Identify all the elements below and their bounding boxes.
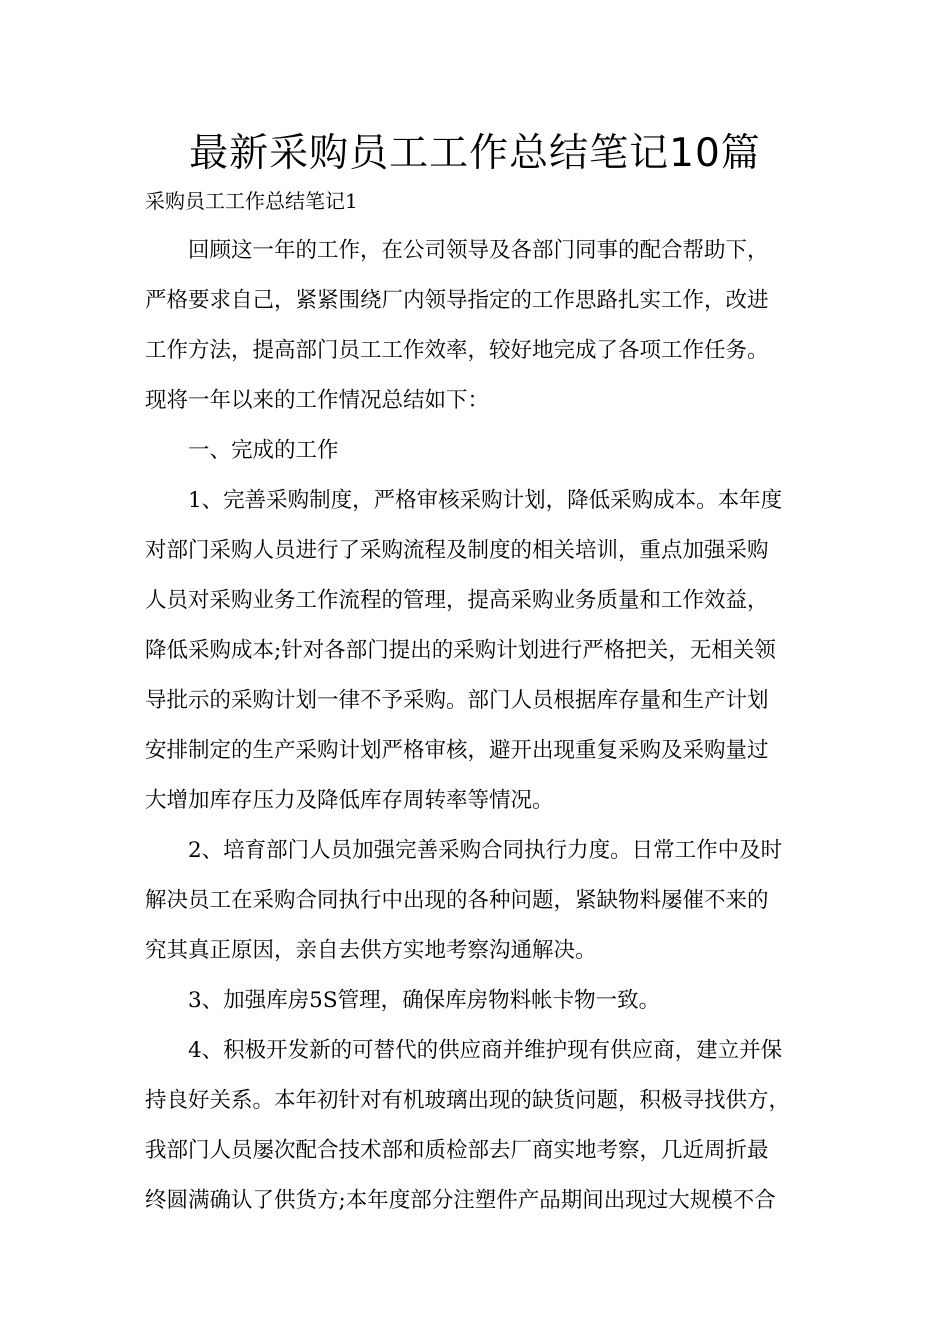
paragraph-line: 究其真正原因，亲自去供方实地考察沟通解决。 bbox=[145, 938, 597, 963]
paragraph-line: 人员对采购业务工作流程的管理，提高采购业务质量和工作效益， bbox=[145, 588, 769, 613]
paragraph-line: 大增加库存压力及降低库存周转率等情况。 bbox=[145, 788, 554, 813]
paragraph-line: 严格要求自己，紧紧围绕厂内领导指定的工作思路扎实工作，改进 bbox=[145, 288, 769, 313]
paragraph-line: 工作方法，提高部门员工工作效率，较好地完成了各项工作任务。 bbox=[145, 338, 769, 363]
paragraph-line: 安排制定的生产采购计划严格审核，避开出现重复采购及采购量过 bbox=[145, 738, 769, 763]
paragraph-line: 2、培育部门人员加强完善采购合同执行力度。日常工作中及时 bbox=[145, 838, 783, 863]
paragraph-line: 回顾这一年的工作，在公司领导及各部门同事的配合帮助下， bbox=[145, 238, 769, 263]
paragraph-line: 终圆满确认了供货方;本年度部分注塑件产品期间出现过大规模不合 bbox=[145, 1188, 776, 1213]
paragraph-line: 现将一年以来的工作情况总结如下： bbox=[145, 388, 490, 413]
paragraph-line: 1、完善采购制度，严格审核采购计划，降低采购成本。本年度 bbox=[145, 488, 783, 513]
paragraph-line: 3、加强库房5S管理，确保库房物料帐卡物一致。 bbox=[145, 988, 661, 1013]
paragraph-line: 我部门人员屡次配合技术部和质检部去厂商实地考察，几近周折最 bbox=[145, 1138, 769, 1163]
section-heading: 采购员工工作总结笔记1 bbox=[145, 189, 358, 213]
paragraph-line: 对部门采购人员进行了采购流程及制度的相关培训，重点加强采购 bbox=[145, 538, 769, 563]
paragraph-line: 降低采购成本;针对各部门提出的采购计划进行严格把关，无相关领 bbox=[145, 638, 776, 663]
paragraph-line: 导批示的采购计划一律不予采购。部门人员根据库存量和生产计划 bbox=[145, 688, 769, 713]
paragraph-line: 解决员工在采购合同执行中出现的各种问题，紧缺物料屡催不来的 bbox=[145, 888, 769, 913]
paragraph-line: 4、积极开发新的可替代的供应商并维护现有供应商，建立并保 bbox=[145, 1038, 783, 1063]
paragraph-line: 持良好关系。本年初针对有机玻璃出现的缺货问题，积极寻找供方， bbox=[145, 1088, 791, 1113]
paragraph-line: 一、完成的工作 bbox=[145, 438, 339, 463]
document-title: 最新采购员工工作总结笔记10篇 bbox=[189, 131, 761, 176]
